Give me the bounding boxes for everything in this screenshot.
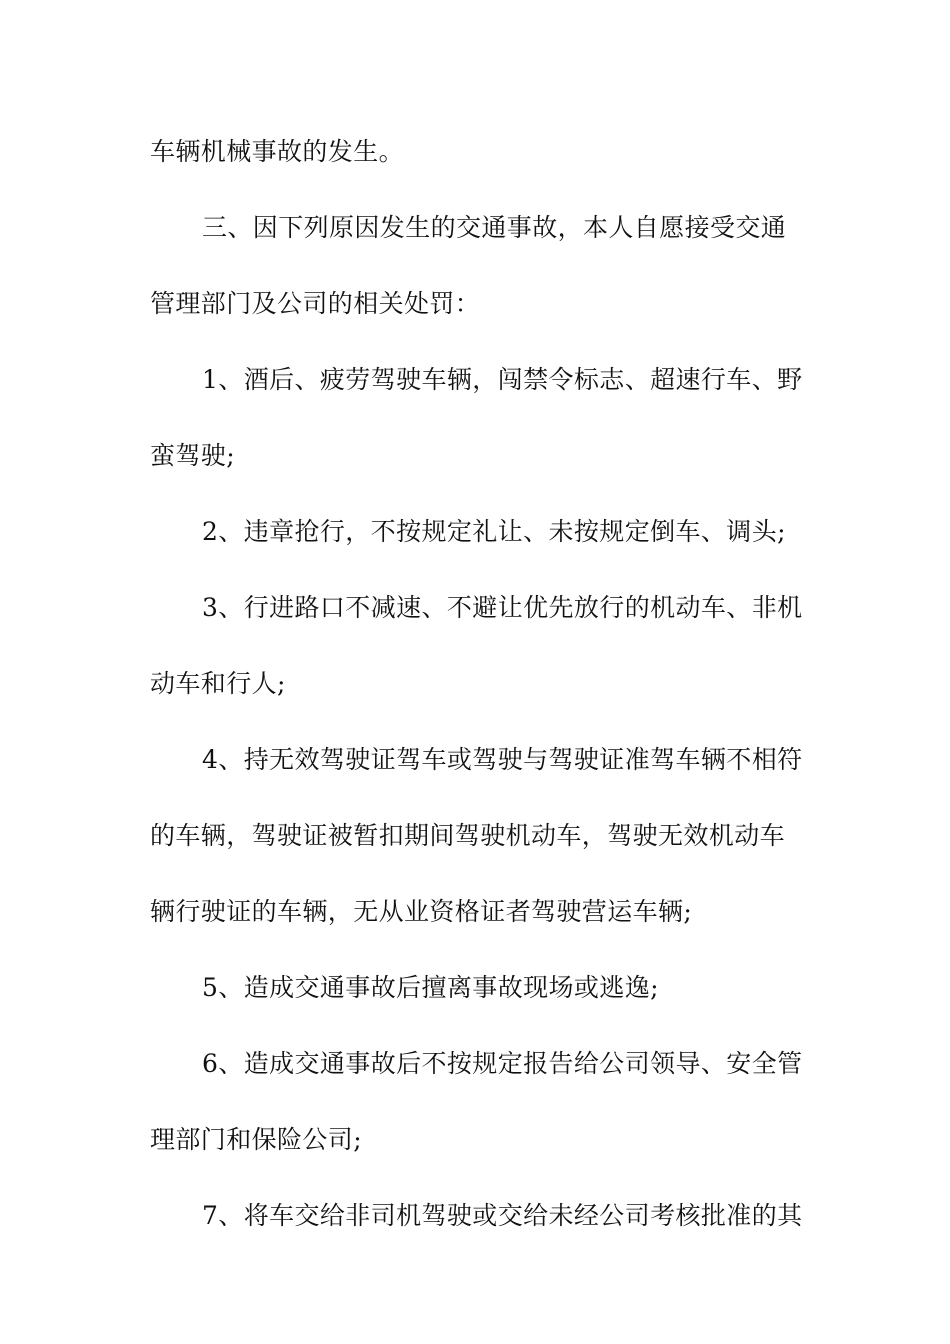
text-line: 的车辆，驾驶证被暂扣期间驾驶机动车，驾驶无效机动车: [150, 821, 786, 850]
text-line: 蛮驾驶;: [150, 441, 236, 470]
text-line: 辆行驶证的车辆，无从业资格证者驾驶营运车辆;: [150, 897, 693, 926]
text-line: 理部门和保险公司;: [150, 1125, 363, 1154]
text-line: 动车和行人;: [150, 669, 286, 698]
paragraph-heading: 三、因下列原因发生的交通事故，本人自愿接受交通: [202, 213, 787, 242]
list-item-4: 4、持无效驾驶证驾车或驾驶与驾驶证准驾车辆不相符: [202, 745, 803, 774]
list-item-3: 3、行进路口不减速、不避让优先放行的机动车、非机: [202, 593, 803, 622]
list-item-6: 6、造成交通事故后不按规定报告给公司领导、安全管: [202, 1049, 803, 1078]
text-line: 车辆机械事故的发生。: [150, 137, 405, 166]
list-item-2: 2、违章抢行，不按规定礼让、未按规定倒车、调头;: [202, 517, 786, 546]
list-item-7: 7、将车交给非司机驾驶或交给未经公司考核批准的其: [202, 1201, 803, 1230]
list-item-1: 1、酒后、疲劳驾驶车辆，闯禁令标志、超速行车、野: [202, 365, 803, 394]
list-item-5: 5、造成交通事故后擅离事故现场或逃逸;: [202, 973, 659, 1002]
text-line: 管理部门及公司的相关处罚：: [150, 289, 481, 318]
